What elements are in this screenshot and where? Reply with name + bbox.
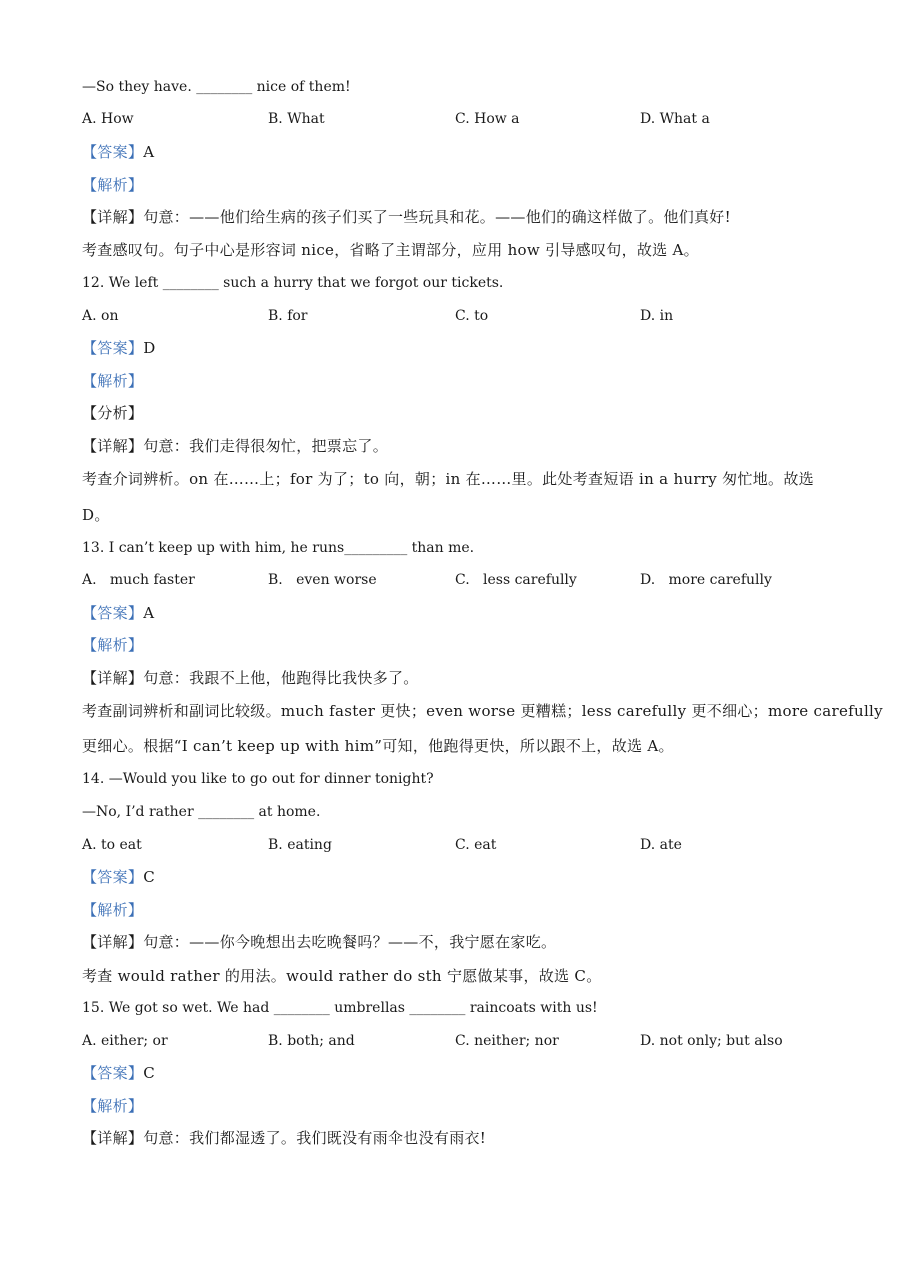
q13-options	[82, 570, 842, 590]
q12-analysis-tag: 【解析】	[82, 372, 144, 390]
q15-stem: 15. We got so wet. We had ________ umbrellas ________ raincoats with us!	[82, 1000, 598, 1016]
q12-option-c: C. to	[455, 308, 489, 324]
q15-option-d: D. not only; but also	[640, 1033, 783, 1049]
q11-options	[82, 109, 842, 129]
q14-answer-line	[82, 867, 155, 887]
answer-tag: 【答案】	[82, 868, 144, 886]
q13-detail: 句意：我跟不上他，他跑得比我快多了。	[143, 669, 419, 687]
q14-option-a: A. to eat	[82, 837, 142, 853]
q11-option-a: A. How	[82, 111, 134, 127]
q12-explanation-line-1: 考查介词辨析。on 在……上；for 为了；to 向，朝；in 在……里。此处考查短语 in a hurry 匆忙地。故选	[82, 470, 814, 488]
detail-tag: 【详解】	[82, 669, 144, 687]
q15-answer: C	[143, 1064, 155, 1082]
answer-tag: 【答案】	[82, 1064, 144, 1082]
q13-answer: A	[143, 604, 155, 622]
q12-detail: 句意：我们走得很匆忙，把票忘了。	[143, 437, 389, 455]
q15-options	[82, 1031, 842, 1051]
q12-option-b: B. for	[268, 308, 308, 324]
answer-tag: 【答案】	[82, 604, 144, 622]
q15-option-c: C. neither; nor	[455, 1033, 559, 1049]
answer-tag: 【答案】	[82, 339, 144, 357]
q11-answer: A	[143, 143, 155, 161]
q14-detail-line	[82, 932, 556, 952]
q11-detail-line	[82, 207, 731, 227]
q11-option-d: D. What a	[640, 111, 710, 127]
q14-explanation: 考查 would rather 的用法。would rather do sth 宁愿做某事，故选 C。	[82, 967, 602, 985]
q13-option-b: B. even worse	[268, 572, 377, 588]
q11-dialog-line: —So they have. ________ nice of them!	[82, 79, 351, 95]
q14-detail: 句意：——你今晚想出去吃晚餐吗？——不，我宁愿在家吃。	[143, 933, 557, 951]
q14-answer: C	[143, 868, 155, 886]
q14-analysis-tag: 【解析】	[82, 901, 144, 919]
q14-option-b: B. eating	[268, 837, 332, 853]
detail-tag: 【详解】	[82, 933, 144, 951]
q13-answer-line	[82, 603, 154, 623]
q13-option-a: A. much faster	[82, 572, 195, 588]
q13-explanation-line-1: 考查副词辨析和副词比较级。much faster 更快；even worse 更糟糕；less carefully 更不细心；more carefully	[82, 702, 883, 720]
q15-detail: 句意：我们都湿透了。我们既没有雨伞也没有雨衣!	[143, 1129, 487, 1147]
q12-stem: 12. We left ________ such a hurry that we forgot our tickets.	[82, 275, 504, 291]
q13-explanation-line-2: 更细心。根据“I can’t keep up with him”可知，他跑得更快，所以跟不上，故选 A。	[82, 737, 674, 755]
q12-option-a: A. on	[82, 308, 119, 324]
q14-options	[82, 835, 842, 855]
q12-option-d: D. in	[640, 308, 674, 324]
answer-tag: 【答案】	[82, 143, 144, 161]
q13-stem: 13. I can’t keep up with him, he runs_________ than me.	[82, 540, 475, 556]
q14-dialog-line: —No, I’d rather ________ at home.	[82, 804, 321, 820]
q13-analysis-tag: 【解析】	[82, 636, 144, 654]
q15-answer-line	[82, 1063, 155, 1083]
q12-answer: D	[143, 339, 156, 357]
q11-detail: 句意：——他们给生病的孩子们买了一些玩具和花。——他们的确这样做了。他们真好!	[143, 208, 731, 226]
q11-answer-line	[82, 142, 154, 162]
q12-options	[82, 306, 842, 326]
q15-option-b: B. both; and	[268, 1033, 355, 1049]
q12-explanation-line-2: D。	[82, 506, 110, 524]
q15-analysis-tag: 【解析】	[82, 1097, 144, 1115]
q13-option-d: D. more carefully	[640, 572, 772, 588]
q12-answer-line	[82, 338, 156, 358]
detail-tag: 【详解】	[82, 437, 144, 455]
detail-tag: 【详解】	[82, 1129, 144, 1147]
q15-detail-line	[82, 1128, 486, 1148]
q12-analyze-tag: 【分析】	[82, 404, 144, 422]
q13-option-c: C. less carefully	[455, 572, 577, 588]
q11-option-c: C. How a	[455, 111, 520, 127]
q14-option-c: C. eat	[455, 837, 497, 853]
q14-option-d: D. ate	[640, 837, 682, 853]
q11-explanation: 考查感叹句。句子中心是形容词 nice，省略了主谓部分，应用 how 引导感叹句，故选 A。	[82, 241, 699, 259]
q12-detail-line	[82, 436, 388, 456]
q13-detail-line	[82, 668, 419, 688]
q11-option-b: B. What	[268, 111, 325, 127]
q11-analysis-tag: 【解析】	[82, 176, 144, 194]
q14-stem: 14. —Would you like to go out for dinner tonight?	[82, 771, 434, 787]
detail-tag: 【详解】	[82, 208, 144, 226]
q15-option-a: A. either; or	[82, 1033, 168, 1049]
